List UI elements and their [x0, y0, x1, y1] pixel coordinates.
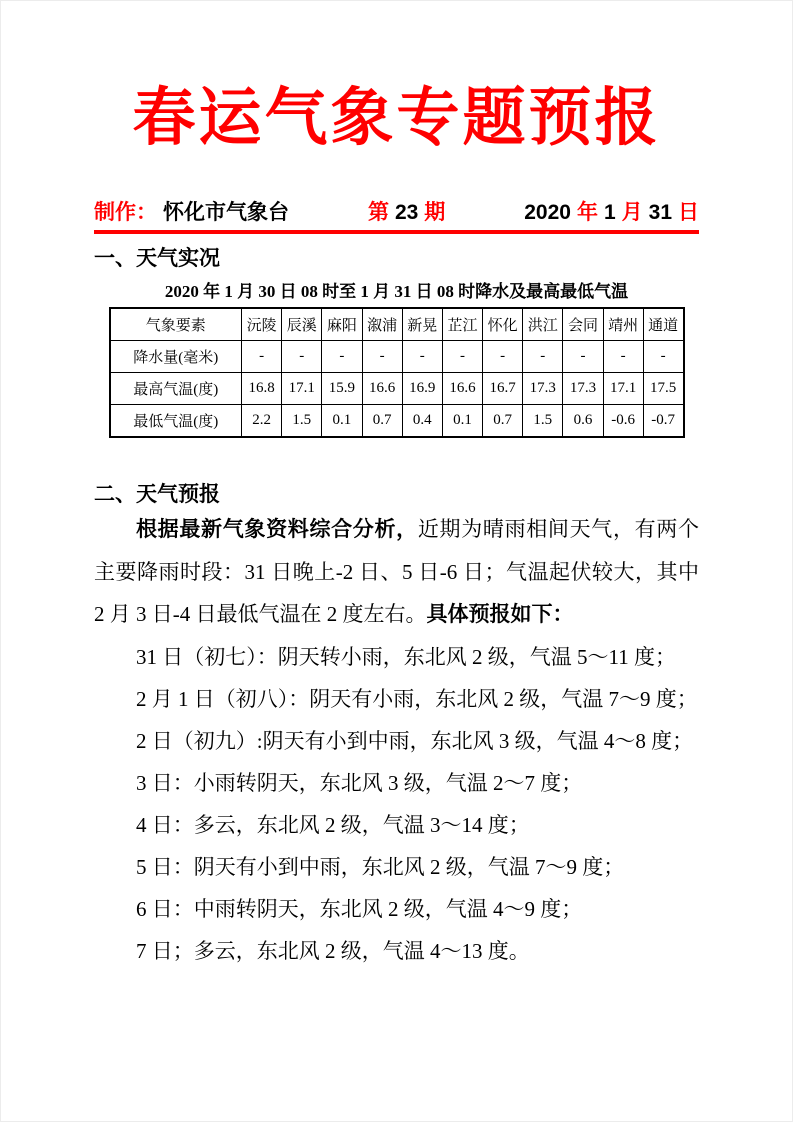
producer-label: 制作：	[94, 200, 157, 224]
document-title: 春运气象专题预报	[132, 83, 661, 153]
col-header-station: 芷江	[442, 308, 482, 341]
cell-value: 0.1	[322, 404, 362, 437]
forecast-intro-body: 近期为晴雨相间天气，有两个主要降雨时段：31 日晚上-2 日、5 日-6 日；气温起伏较大，其中 2 月 3 日-4 日最低气温在 2 度左右。	[94, 516, 700, 626]
observation-table-title: 2020 年 1 月 30 日 08 时至 1 月 31 日 08 时降水及最高最低气温	[164, 281, 629, 301]
table-header-row	[110, 308, 684, 341]
cell-value: 17.1	[282, 372, 322, 404]
cell-value: -	[282, 340, 322, 372]
daily-forecast-line: 7 日；多云，东北风 2 级，气温 4～13 度。	[136, 938, 530, 963]
cell-value: 17.3	[563, 372, 603, 404]
cell-value: -	[523, 340, 563, 372]
cell-value: 15.9	[322, 372, 362, 404]
producer-info	[94, 200, 289, 226]
date-day: 31	[648, 200, 672, 224]
cell-value: 16.6	[362, 372, 402, 404]
col-header-station: 洪江	[523, 308, 563, 341]
daily-forecast-line: 4 日：多云，东北风 2 级，气温 3～14 度；	[136, 812, 530, 837]
cell-value: 17.5	[643, 372, 683, 404]
cell-value: -	[402, 340, 442, 372]
date-year: 2020	[524, 200, 571, 224]
col-header-station: 麻阳	[322, 308, 362, 341]
cell-value: 0.7	[483, 404, 523, 437]
cell-value: 1.5	[523, 404, 563, 437]
daily-forecast-list	[94, 636, 699, 972]
cell-value: 1.5	[282, 404, 322, 437]
col-header-station: 靖州	[603, 308, 643, 341]
issue-number	[368, 200, 445, 226]
daily-forecast-line: 2 日（初九）:阴天有小到中雨，东北风 3 级，气温 4～8 度；	[136, 728, 694, 753]
cell-value: -	[643, 340, 683, 372]
cell-value: 0.6	[563, 404, 603, 437]
cell-value: -	[242, 340, 282, 372]
cell-value: 2.2	[242, 404, 282, 437]
col-header-station: 新晃	[402, 308, 442, 341]
forecast-intro-lead: 根据最新气象资料综合分析，	[136, 517, 418, 541]
issue-date	[524, 200, 699, 226]
daily-forecast-line: 31 日（初七）：阴天转小雨，东北风 2 级，气温 5～11 度；	[136, 644, 676, 669]
cell-value: -	[483, 340, 523, 372]
col-header-element: 气象要素	[110, 308, 242, 341]
col-header-station: 通道	[643, 308, 683, 341]
cell-value: -	[322, 340, 362, 372]
cell-value: 16.8	[242, 372, 282, 404]
cell-value: 16.7	[483, 372, 523, 404]
col-header-station: 怀化	[483, 308, 523, 341]
cell-value: -0.6	[603, 404, 643, 437]
daily-forecast-line: 3 日：小雨转阴天，东北风 3 级，气温 2～7 度；	[136, 770, 583, 795]
cell-value: 17.1	[603, 372, 643, 404]
forecast-intro-paragraph	[94, 508, 699, 636]
date-month: 1	[603, 200, 616, 224]
red-divider-rule	[94, 230, 699, 234]
cell-value: 17.3	[523, 372, 563, 404]
weather-observation-table	[109, 307, 685, 438]
table-row-precipitation	[110, 340, 684, 372]
issue-value: 23	[394, 200, 419, 224]
date-day-unit: 日	[678, 200, 699, 224]
cell-value: 16.9	[402, 372, 442, 404]
table-row-max-temp	[110, 372, 684, 404]
cell-value: -	[442, 340, 482, 372]
cell-value: -	[362, 340, 402, 372]
daily-forecast-line: 6 日：中雨转阴天，东北风 2 级，气温 4～9 度；	[136, 896, 583, 921]
cell-value: 0.7	[362, 404, 402, 437]
table-row-min-temp	[110, 404, 684, 437]
cell-value: -	[563, 340, 603, 372]
producer-value: 怀化市气象台	[163, 200, 289, 224]
issue-prefix: 第	[367, 200, 389, 224]
date-year-unit: 年	[576, 200, 598, 224]
cell-value: 0.4	[402, 404, 442, 437]
daily-forecast-line: 5 日：阴天有小到中雨，东北风 2 级，气温 7～9 度；	[136, 854, 625, 879]
row-label: 最低气温(度)	[110, 404, 242, 437]
daily-forecast-line: 2 月 1 日（初八）：阴天有小雨，东北风 2 级，气温 7～9 度；	[136, 686, 698, 711]
section-weather-actual-heading: 一、天气实况	[94, 246, 220, 270]
issue-suffix: 期	[424, 200, 446, 224]
row-label: 最高气温(度)	[110, 372, 242, 404]
col-header-station: 溆浦	[362, 308, 402, 341]
cell-value: 0.1	[442, 404, 482, 437]
forecast-intro-tail: 具体预报如下：	[426, 602, 574, 626]
document-meta-row	[94, 200, 699, 226]
cell-value: 16.6	[442, 372, 482, 404]
cell-value: -0.7	[643, 404, 683, 437]
row-label: 降水量(毫米)	[110, 340, 242, 372]
col-header-station: 沅陵	[242, 308, 282, 341]
col-header-station: 会同	[563, 308, 603, 341]
cell-value: -	[603, 340, 643, 372]
date-month-unit: 月	[621, 200, 643, 224]
section-weather-forecast-heading: 二、天气预报	[94, 482, 220, 506]
col-header-station: 辰溪	[282, 308, 322, 341]
